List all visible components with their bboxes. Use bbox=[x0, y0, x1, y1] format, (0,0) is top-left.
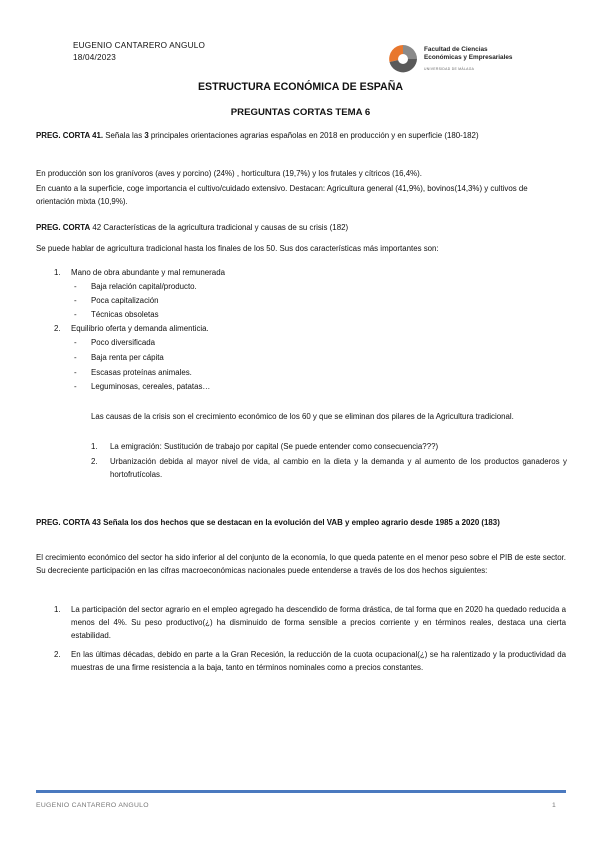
q42-sub-text: Técnicas obsoletas bbox=[91, 310, 159, 319]
q42-intro: Se puede hablar de agricultura tradicional hasta los finales de los 50. Sus dos características más importantes son: bbox=[36, 244, 439, 253]
q42-heading bbox=[36, 221, 566, 234]
q43-intro: El crecimiento económico del sector ha sido inferior al del conjunto de la economía, lo que queda patente en el menor peso sobre el PIB de este sector. Su decreciente participación en las cifras macroeconómicas nacionales puede entenderse a través de los dos hechos siguientes: bbox=[36, 553, 566, 576]
q43-item-2-text: En las últimas décadas, debido en parte a la Gran Recesión, la reducción de la cuota ocupacional(¿) se ha ralentizado y la productividad da muestras de una firme resistencia a la baja, tanto en términos nominales como a precios constantes. bbox=[71, 650, 566, 673]
dash-marker: - bbox=[74, 353, 77, 362]
logo-line1: Facultad de Ciencias bbox=[424, 46, 488, 53]
q41-heading bbox=[36, 129, 566, 142]
document-title: ESTRUCTURA ECONÓMICA DE ESPAÑA bbox=[197, 81, 403, 93]
q42-cause-1-text: La emigración: Sustitución de trabajo por capital (Se puede entender como consecuencia???) bbox=[110, 442, 439, 451]
q43-item-1 bbox=[54, 603, 566, 643]
q42-item-1-num: 1. bbox=[54, 268, 61, 277]
logo-line2: Económicas y Empresariales bbox=[424, 53, 513, 61]
faculty-logo-icon bbox=[386, 43, 420, 73]
q43-item-2 bbox=[54, 648, 566, 674]
q42-causes-intro: Las causas de la crisis son el crecimiento económico de los 60 y que se eliminan dos pilares de la Agricultura tradicional. bbox=[91, 412, 514, 421]
q42-item-2-label: Equilibrio oferta y demanda alimenticia. bbox=[71, 324, 209, 333]
q42-sub-text: Escasas proteínas animales. bbox=[91, 368, 192, 377]
q41-text-a: Señala las bbox=[103, 131, 145, 140]
faculty-logo bbox=[386, 41, 536, 75]
q41-num: 3 bbox=[144, 131, 149, 140]
q41-label: PREG. CORTA 41. bbox=[36, 131, 104, 140]
q42-cause-1-num: 1. bbox=[91, 442, 98, 451]
dash-marker: - bbox=[74, 338, 77, 347]
q41-answer-surface: En cuanto a la superficie, coge importancia el cultivo/cuidado extensivo. Destacan: Agricultura general (41,9%), bovinos(14,3%) y cultivos de orientación mixta (10,9%). bbox=[36, 184, 528, 207]
dash-marker: - bbox=[74, 282, 77, 291]
q42-sub-text: Baja renta per cápita bbox=[91, 353, 164, 362]
q41-answer-production: En producción son los granívoros (aves y porcino) (24%) , horticultura (19,7%) y los frutales y cítricos (16,4%). bbox=[36, 169, 422, 178]
q42-text: 42 Características de la agricultura tradicional y causas de su crisis (182) bbox=[90, 223, 349, 232]
q42-cause-2 bbox=[91, 455, 567, 481]
logo-university: UNIVERSIDAD DE MÁLAGA bbox=[424, 67, 475, 71]
footer-author: EUGENIO CANTARERO ANGULO bbox=[36, 802, 149, 809]
header-author: EUGENIO CANTARERO ANGULO bbox=[73, 41, 206, 50]
document-subtitle: PREGUNTAS CORTAS TEMA 6 bbox=[230, 107, 371, 118]
q42-cause-2-num: 2. bbox=[91, 457, 98, 466]
q41-text-b: principales orientaciones agrarias españolas en 2018 en producción y en superficie (180-182) bbox=[148, 131, 479, 140]
q42-cause-2-text: Urbanización debida al mayor nivel de vida, al cambio en la dieta y la demanda y al aumento de los productos ganaderos y hortofrutícolas. bbox=[110, 457, 567, 480]
q42-sub-text: Poca capitalización bbox=[91, 296, 159, 305]
q42-item-2-num: 2. bbox=[54, 324, 61, 333]
dash-marker: - bbox=[74, 382, 77, 391]
q42-label: PREG. CORTA bbox=[36, 223, 91, 232]
q43-heading bbox=[36, 516, 566, 529]
header-date: 18/04/2023 bbox=[73, 53, 116, 62]
q42-sub-text: Poco diversificada bbox=[91, 338, 156, 347]
q43-item-1-text: La participación del sector agrario en el empleo agregado ha descendido de forma drástica, de tal forma que en 2020 ha quedado reducida a menos del 4%. Su peso productivo(¿) ha disminuido de forma sensible a precios corriente y en términos reales, destaca una cierta estabilidad. bbox=[71, 605, 566, 641]
q43-text: Señala los dos hechos que se destacan en la evolución del VAB y empleo agrario desde 1985 a 2020 (183) bbox=[100, 518, 500, 527]
footer-rule bbox=[36, 790, 566, 793]
footer-page-number: 1 bbox=[552, 802, 556, 809]
dash-marker: - bbox=[74, 296, 77, 305]
q43-item-1-num: 1. bbox=[54, 605, 61, 614]
dash-marker: - bbox=[74, 368, 77, 377]
dash-marker: - bbox=[74, 310, 77, 319]
q42-sub-text: Baja relación capital/producto. bbox=[91, 282, 197, 291]
logo-text bbox=[424, 46, 512, 61]
q43-label: PREG. CORTA 43 bbox=[36, 518, 101, 527]
q42-cause-1 bbox=[91, 440, 567, 453]
q42-sub-text: Leguminosas, cereales, patatas… bbox=[91, 382, 211, 391]
q42-item-1-label: Mano de obra abundante y mal remunerada bbox=[71, 268, 225, 277]
q43-item-2-num: 2. bbox=[54, 650, 61, 659]
